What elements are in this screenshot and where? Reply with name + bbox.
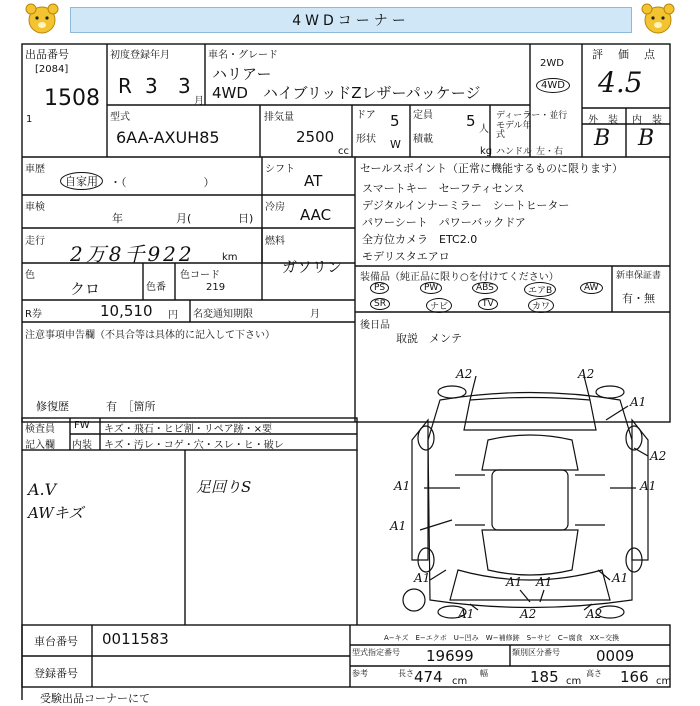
class-no-value: 0009 bbox=[596, 647, 635, 665]
dealer-label: ディーラー・並行 bbox=[496, 111, 568, 121]
width-value: 185 bbox=[530, 668, 559, 686]
exterior-label: 外 装 bbox=[588, 115, 618, 126]
ac-value: AAC bbox=[300, 206, 332, 224]
color-code: 219 bbox=[206, 282, 226, 293]
doors-label: ドア bbox=[356, 110, 376, 121]
damage-mark: A1 bbox=[394, 479, 411, 493]
footer-text: 受験出品コーナーにて bbox=[40, 692, 150, 705]
height-value: 166 bbox=[620, 668, 649, 686]
repair-value: 有 ［箇所 bbox=[106, 400, 156, 413]
first-reg-month: 3 bbox=[178, 74, 191, 98]
height-label: 高さ bbox=[586, 669, 602, 678]
new-car-value: 有・無 bbox=[622, 292, 655, 305]
banner-title: 4WDコーナー bbox=[70, 7, 632, 33]
damage-mark: A1 bbox=[414, 571, 431, 585]
history-value: 自家用 bbox=[60, 172, 103, 190]
color-label: 色 bbox=[25, 270, 35, 281]
drive-4wd: 4WD bbox=[536, 78, 570, 93]
registration-label: 登録番号 bbox=[34, 667, 78, 680]
damage-mark: A2 bbox=[578, 367, 595, 381]
inspector-label-2: 記入欄 bbox=[25, 440, 55, 451]
notice-month: 月 bbox=[310, 309, 320, 320]
shift-value: AT bbox=[304, 172, 323, 190]
equip-abs: ABS bbox=[472, 282, 498, 294]
grade-label: 評 価 点 bbox=[592, 48, 657, 61]
shape-value: W bbox=[390, 138, 401, 151]
int-label: 内装 bbox=[72, 440, 92, 451]
notes-label: 注意事項申告欄（不具合等は具体的に記入して下さい） bbox=[25, 330, 275, 341]
sales-point-item: 全方位カメラ ETC2.0 bbox=[362, 233, 478, 246]
mileage-label: 走行 bbox=[25, 236, 45, 247]
equip-sr: SR bbox=[370, 298, 390, 310]
inspector-label-1: 検査員 bbox=[25, 424, 55, 435]
shift-label: シフト bbox=[265, 164, 295, 175]
after-value: 取説 メンテ bbox=[396, 332, 462, 345]
lot-number: 1508 bbox=[44, 86, 100, 111]
damage-mark: A2 bbox=[650, 449, 667, 463]
remark-left-2: AWキズ bbox=[28, 504, 84, 522]
recycle-label: R券 bbox=[25, 309, 42, 320]
remark-left-1: A.V bbox=[28, 480, 57, 499]
fuel-label: 燃料 bbox=[265, 236, 285, 247]
engine-value: 2500 bbox=[296, 128, 335, 146]
interior-label: 内 装 bbox=[632, 115, 662, 126]
damage-mark: A2 bbox=[456, 367, 473, 381]
fw-items: キズ・飛石・ヒビ割・リペア跡・×要 bbox=[104, 424, 272, 435]
mileage-unit: km bbox=[222, 252, 238, 263]
capacity-unit: 人 bbox=[479, 124, 489, 135]
equip-aw: AW bbox=[580, 282, 603, 294]
class-no-label: 類別区分番号 bbox=[512, 648, 560, 657]
shape-label: 形状 bbox=[356, 134, 376, 145]
history-label: 車歴 bbox=[25, 164, 45, 175]
recycle-unit: 円 bbox=[168, 310, 178, 321]
length-value: 474 bbox=[414, 668, 443, 686]
ac-label: 冷房 bbox=[265, 202, 285, 213]
damage-mark: A1 bbox=[612, 571, 629, 585]
car-label: 車名・グレード bbox=[208, 50, 278, 61]
damage-legend: A−キズ E−エクボ U−凹み W−補修跡 S−サビ C−腐食 XX−交換 bbox=[384, 634, 620, 642]
inspection-month: 月( bbox=[176, 212, 192, 225]
equipment-label: 装備品（純正品に限り○を付けてください） bbox=[360, 272, 559, 283]
first-reg-era: R bbox=[118, 74, 132, 98]
model-label: 型式 bbox=[110, 112, 130, 123]
model-no-value: 19699 bbox=[426, 647, 474, 665]
damage-mark: A2 bbox=[520, 607, 537, 621]
lot-sub: [2084] bbox=[35, 64, 69, 75]
engine-label: 排気量 bbox=[264, 112, 294, 123]
damage-mark: A1 bbox=[458, 607, 475, 621]
model-value: 6AA-AXUH85 bbox=[116, 128, 220, 147]
length-label: 長さ bbox=[398, 669, 414, 678]
damage-mark: A1 bbox=[630, 395, 647, 409]
color-value: クロ bbox=[70, 280, 101, 298]
equip-airbag: エアB bbox=[524, 282, 556, 297]
damage-mark: A1 bbox=[640, 479, 657, 493]
grade-value: 4.5 bbox=[598, 66, 643, 99]
inspection-year: 年 bbox=[112, 212, 123, 225]
car-name: ハリアー bbox=[212, 65, 272, 83]
sales-point-item: パワーシート パワーバックドア bbox=[362, 216, 526, 229]
ref-label: 参考 bbox=[352, 669, 368, 678]
color-code-label: 色コード bbox=[180, 270, 220, 281]
new-car-label: 新車保証書 bbox=[616, 271, 662, 281]
handle-label: ハンドル bbox=[496, 147, 533, 157]
sales-point-item: モデリスタエアロ bbox=[362, 250, 450, 263]
damage-mark: A2 bbox=[586, 607, 603, 621]
frame-label: 車台番号 bbox=[34, 635, 78, 648]
doors-value: 5 bbox=[390, 112, 400, 130]
sales-points-label: セールスポイント（正常に機能するものに限ります） bbox=[360, 162, 624, 175]
width-label: 幅 bbox=[480, 669, 488, 678]
first-reg-year: 3 bbox=[145, 74, 158, 98]
repair-label: 修復歴 bbox=[36, 400, 69, 413]
capacity-label: 定員 bbox=[413, 110, 433, 121]
equip-pw: PW bbox=[420, 282, 442, 294]
fuel-value: ガソリン bbox=[282, 258, 343, 276]
damage-mark: A1 bbox=[506, 575, 523, 589]
equip-tv: TV bbox=[478, 298, 498, 310]
fw-label: FW bbox=[74, 420, 90, 431]
first-reg-label: 初度登録年月 bbox=[110, 50, 170, 61]
width-unit: cm bbox=[566, 676, 582, 687]
history-rest: ・（ ） bbox=[110, 176, 215, 189]
mileage-value: 2万8千922 bbox=[70, 242, 195, 266]
length-unit: cm bbox=[452, 676, 468, 687]
color-no-label: 色番 bbox=[146, 282, 166, 293]
equip-ps: PS bbox=[370, 282, 389, 294]
height-unit: cm bbox=[656, 676, 672, 687]
load-label: 積載 bbox=[413, 134, 433, 145]
int-items: キズ・汚レ・コゲ・穴・スレ・ヒ・破レ bbox=[104, 440, 284, 451]
after-label: 後日品 bbox=[360, 320, 390, 331]
damage-mark: A1 bbox=[390, 519, 407, 533]
recycle-value: 10,510 bbox=[100, 302, 153, 320]
load-unit: kg bbox=[480, 146, 493, 157]
frame-value: 0011583 bbox=[102, 630, 169, 648]
capacity-value: 5 bbox=[466, 112, 476, 130]
inspection-day: 日) bbox=[238, 212, 254, 225]
first-reg-month-unit: 月 bbox=[194, 96, 204, 107]
sales-point-item: スマートキー セーフティセンス bbox=[362, 182, 525, 195]
inspection-label: 車検 bbox=[25, 202, 45, 213]
car-grade: 4WD ハイブリッドZレザーパッケージ bbox=[212, 84, 481, 102]
model-no-label: 型式指定番号 bbox=[352, 648, 400, 657]
remark-right-1: 足回りS bbox=[196, 478, 252, 496]
handle-value: 左・右 bbox=[536, 147, 564, 157]
exterior-grade: B bbox=[594, 126, 611, 151]
equip-leather: カワ bbox=[528, 298, 554, 313]
lot-label: 出品番号 bbox=[25, 48, 69, 61]
equip-navi: ナビ bbox=[426, 298, 452, 313]
engine-unit: cc bbox=[338, 146, 349, 157]
model-year-label: モデル年式 bbox=[496, 121, 532, 140]
lot-side-mark: 1 bbox=[26, 114, 33, 125]
damage-mark: A1 bbox=[536, 575, 553, 589]
interior-grade: B bbox=[638, 126, 655, 151]
sales-point-item: デジタルインナーミラー シートヒーター bbox=[362, 199, 570, 212]
notice-label: 名変通知期限 bbox=[193, 309, 253, 320]
drive-2wd: 2WD bbox=[540, 58, 564, 69]
